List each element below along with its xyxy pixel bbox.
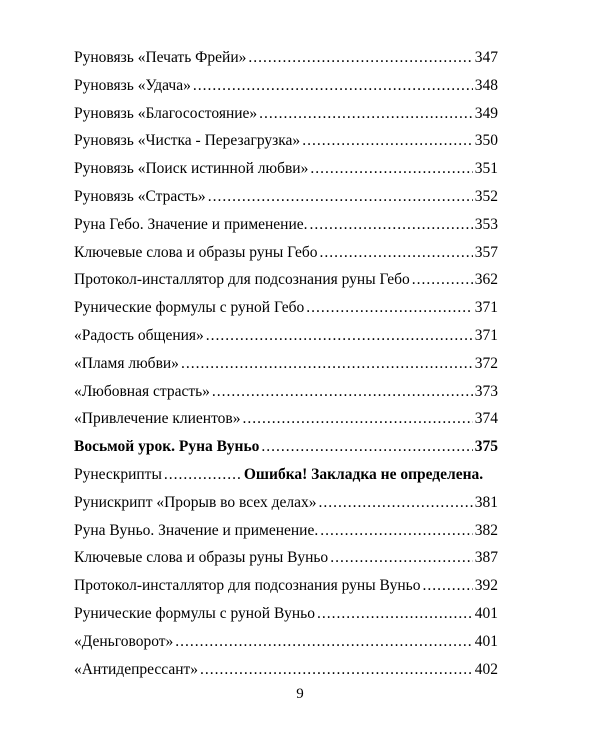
toc-entry-page: 371 <box>474 326 498 344</box>
toc-entry <box>74 322 498 350</box>
toc-entry-page: 353 <box>474 215 498 233</box>
toc-entry-title: «Пламя любви» <box>74 354 179 372</box>
dot-leader <box>330 544 473 572</box>
toc-entry-title: «Антидепрессант» <box>74 660 199 678</box>
toc-entry <box>74 72 498 100</box>
toc-entry <box>74 100 498 128</box>
toc-chapter-heading <box>74 433 498 461</box>
toc-entry <box>74 350 498 378</box>
bookmark-error-text: Ошибка! Закладка не определена. <box>243 465 484 483</box>
dot-leader <box>242 405 472 433</box>
dot-leader <box>310 211 473 239</box>
toc-entry <box>74 44 498 72</box>
dot-leader <box>206 322 473 350</box>
toc-entry <box>74 294 498 322</box>
toc-entry-title: «Радость общения» <box>74 326 204 344</box>
toc-entry-title: Руновязь «Поиск истинной любви» <box>74 160 309 178</box>
toc-entry-title: Ключевые слова и образы руны Гебо <box>74 243 318 261</box>
page-number: 9 <box>296 686 304 702</box>
toc-entry-page: 401 <box>474 604 498 622</box>
dot-leader <box>302 127 473 155</box>
toc-entry-title: «Любовная страсть» <box>74 382 210 400</box>
dot-leader <box>310 155 472 183</box>
toc-entry-title: Руновязь «Страсть» <box>74 187 206 205</box>
dot-leader <box>164 461 242 489</box>
toc-entry-title: Рунические формулы с руной Вуньо <box>74 604 315 622</box>
toc-entry-page: 374 <box>474 410 498 428</box>
toc-entry-title: Руновязь «Чистка - Перезагрузка» <box>74 132 301 150</box>
toc-entry <box>74 211 498 239</box>
table-of-contents <box>74 44 498 683</box>
toc-entry <box>74 517 498 545</box>
dot-leader <box>261 433 472 461</box>
dot-leader <box>175 628 472 656</box>
toc-entry-page: 352 <box>474 187 498 205</box>
toc-entry <box>74 155 498 183</box>
toc-entry-page: 351 <box>474 160 498 178</box>
toc-entry-page: 381 <box>474 493 498 511</box>
toc-entry-title: Ключевые слова и образы руны Вуньо <box>74 549 329 567</box>
toc-entry-title: Руна Гебо. Значение и применение. <box>74 215 308 233</box>
toc-entry <box>74 600 498 628</box>
toc-entry-page: 375 <box>474 438 498 456</box>
dot-leader <box>208 183 473 211</box>
toc-entry-page: 357 <box>474 243 498 261</box>
toc-entry <box>74 656 498 684</box>
toc-entry-title: Руновязь «Удача» <box>74 76 191 94</box>
toc-entry <box>74 183 498 211</box>
toc-entry-title: Руновязь «Печать Фрейи» <box>74 49 247 66</box>
toc-entry <box>74 378 498 406</box>
toc-entry-page: 362 <box>474 271 498 289</box>
toc-entry-page: 387 <box>474 549 498 567</box>
dot-leader <box>320 517 473 545</box>
dot-leader <box>212 378 473 406</box>
dot-leader <box>423 572 473 600</box>
toc-entry-title: Рунические формулы с руной Гебо <box>74 299 305 317</box>
toc-entry-title: Рунескрипты <box>74 465 162 483</box>
toc-entry <box>74 628 498 656</box>
toc-entry-broken-bookmark <box>74 461 498 489</box>
toc-entry-page: 350 <box>474 132 498 150</box>
toc-entry <box>74 572 498 600</box>
toc-entry-title: Восьмой урок. Руна Вуньо <box>74 438 260 456</box>
toc-entry-title: «Деньговорот» <box>74 632 174 650</box>
dot-leader <box>259 100 473 128</box>
dot-leader <box>306 294 472 322</box>
toc-entry-page: 348 <box>474 76 498 94</box>
dot-leader <box>318 489 472 517</box>
dot-leader <box>317 600 473 628</box>
toc-entry-page: 372 <box>474 354 498 372</box>
dot-leader <box>248 44 472 72</box>
toc-entry-page: 371 <box>474 299 498 317</box>
toc-entry-page: 347 <box>474 49 498 66</box>
toc-entry <box>74 266 498 294</box>
dot-leader <box>319 239 472 267</box>
toc-entry-title: Руна Вуньо. Значение и применение. <box>74 521 319 539</box>
toc-entry-page: 392 <box>474 577 498 595</box>
toc-entry <box>74 239 498 267</box>
toc-entry-title: Протокол-инсталлятор для подсознания руны Гебо <box>74 271 410 289</box>
toc-entry-page: 401 <box>474 632 498 650</box>
toc-entry <box>74 544 498 572</box>
toc-entry-page: 373 <box>474 382 498 400</box>
toc-entry-title: Протокол-инсталлятор для подсознания руны Вуньо <box>74 577 421 595</box>
dot-leader <box>412 266 473 294</box>
toc-entry-title: Рунискрипт «Прорыв во всех делах» <box>74 493 317 511</box>
dot-leader <box>193 72 473 100</box>
toc-entry-page: 402 <box>474 660 498 678</box>
toc-entry-title: Руновязь «Благосостояние» <box>74 104 258 122</box>
toc-entry-page: 382 <box>474 521 498 539</box>
dot-leader <box>200 656 473 684</box>
dot-leader <box>181 350 473 378</box>
toc-entry <box>74 405 498 433</box>
toc-entry <box>74 489 498 517</box>
toc-entry-page: 349 <box>474 104 498 122</box>
toc-entry-title: «Привлечение клиентов» <box>74 410 241 428</box>
toc-entry <box>74 127 498 155</box>
